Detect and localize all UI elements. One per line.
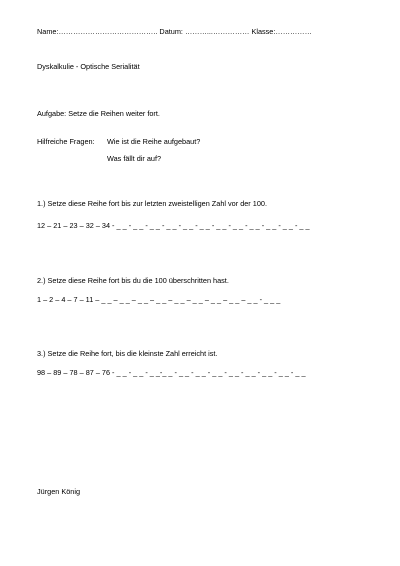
task-instruction: Aufgabe: Setze die Reihen weiter fort. <box>37 109 160 118</box>
exercise-2-sequence: 1 – 2 – 4 – 7 – 11 – _ _ – _ _ – _ _ – _ _ – _ _ – _ _ – _ _ – _ _ – _ _ - _ _ _ <box>37 295 281 304</box>
helpful-question-2: Was fällt dir auf? <box>107 154 162 163</box>
author-name: Jürgen König <box>37 487 81 496</box>
exercise-2-instruction: 2.) Setze diese Reihe fort bis du die 100 überschritten hast. <box>37 276 229 285</box>
header-name-date-class: Name:………………………………….. Datum: ………...…………… Klasse:…………… <box>37 27 312 36</box>
exercise-1-sequence: 12 – 21 – 23 – 32 – 34 - _ _ - _ _ - _ _ - _ _ - _ _ - _ _ - _ _ - _ _ - _ _ - _ _ - _ _ - _ _ <box>37 221 310 230</box>
exercise-3-instruction: 3.) Setze die Reihe fort, bis die kleinste Zahl erreicht ist. <box>37 349 218 358</box>
helpful-question-1: Wie ist die Reihe aufgebaut? <box>107 137 201 146</box>
worksheet-title: Dyskalkulie - Optische Serialität <box>37 62 140 71</box>
helpful-questions <box>37 138 200 145</box>
helpful-questions-label: Hilfreiche Fragen: <box>37 137 95 146</box>
exercise-3-sequence: 98 – 89 – 78 – 87 – 76 - _ _ - _ _ - _ _-_ _ - _ _ - _ _ - _ _ - _ _ - _ _ - _ _ - _ _ - _ _ <box>37 368 306 377</box>
exercise-1-instruction: 1.) Setze diese Reihe fort bis zur letzten zweistelligen Zahl vor der 100. <box>37 199 267 208</box>
